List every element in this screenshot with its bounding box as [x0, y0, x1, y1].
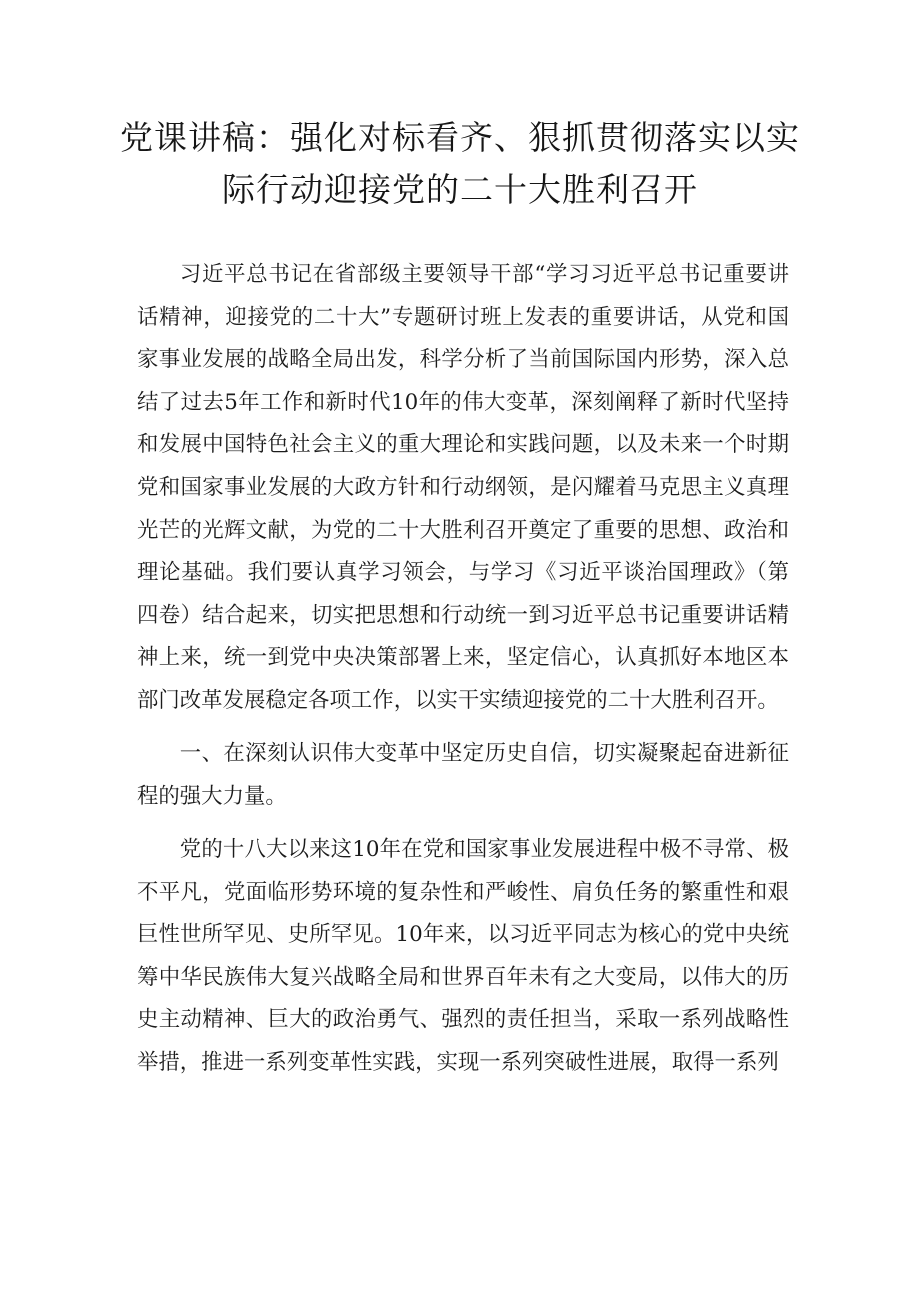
title-line-1: 党课讲稿：强化对标看齐、狠抓贯彻落实以实	[120, 118, 800, 157]
section-heading-1: 一、在深刻认识伟大变革中坚定历史自信，切实凝聚起奋进新征程的强大力量。	[137, 741, 789, 809]
paragraph-section-1: 党的十八大以来这10年在党和国家事业发展进程中极不寻常、极不平凡，党面临形势环境的复杂性和严峻性、肩负任务的繁重性和艰巨性世所罕见、史所罕见。10年来，以习近平同志为核心的党中央统筹中华民族伟大复兴战略全局和世界百年未有之大变局，以伟大的历史主动精神、巨大的政治勇气、强烈的责任担当，采取一系列战略性举措，推进一系列变革性实践，实现一系列突破性进展，取得一系列	[137, 836, 789, 1075]
document-title	[120, 112, 800, 216]
paragraph-intro: 习近平总书记在省部级主要领导干部“学习习近平总书记重要讲话精神，迎接党的二十大”专题研讨班上发表的重要讲话，从党和国家事业发展的战略全局出发，科学分析了当前国际国内形势，深入总结了过去5年工作和新时代10年的伟大变革，深刻阐释了新时代坚持和发展中国特色社会主义的重大理论和实践问题，以及未来一个时期党和国家事业发展的大政方针和行动纲领，是闪耀着马克思主义真理光芒的光辉文献，为党的二十大胜利召开奠定了重要的思想、政治和理论基础。我们要认真学习领会，与学习《习近平谈治国理政》（第四卷）结合起来，切实把思想和行动统一到习近平总书记重要讲话精神上来，统一到党中央决策部署上来，坚定信心，认真抓好本地区本部门改革发展稳定各项工作，以实干实绩迎接党的二十大胜利召开。	[137, 262, 789, 713]
title-line-2: 际行动迎接党的二十大胜利召开	[222, 170, 698, 209]
document-body	[137, 254, 789, 1095]
